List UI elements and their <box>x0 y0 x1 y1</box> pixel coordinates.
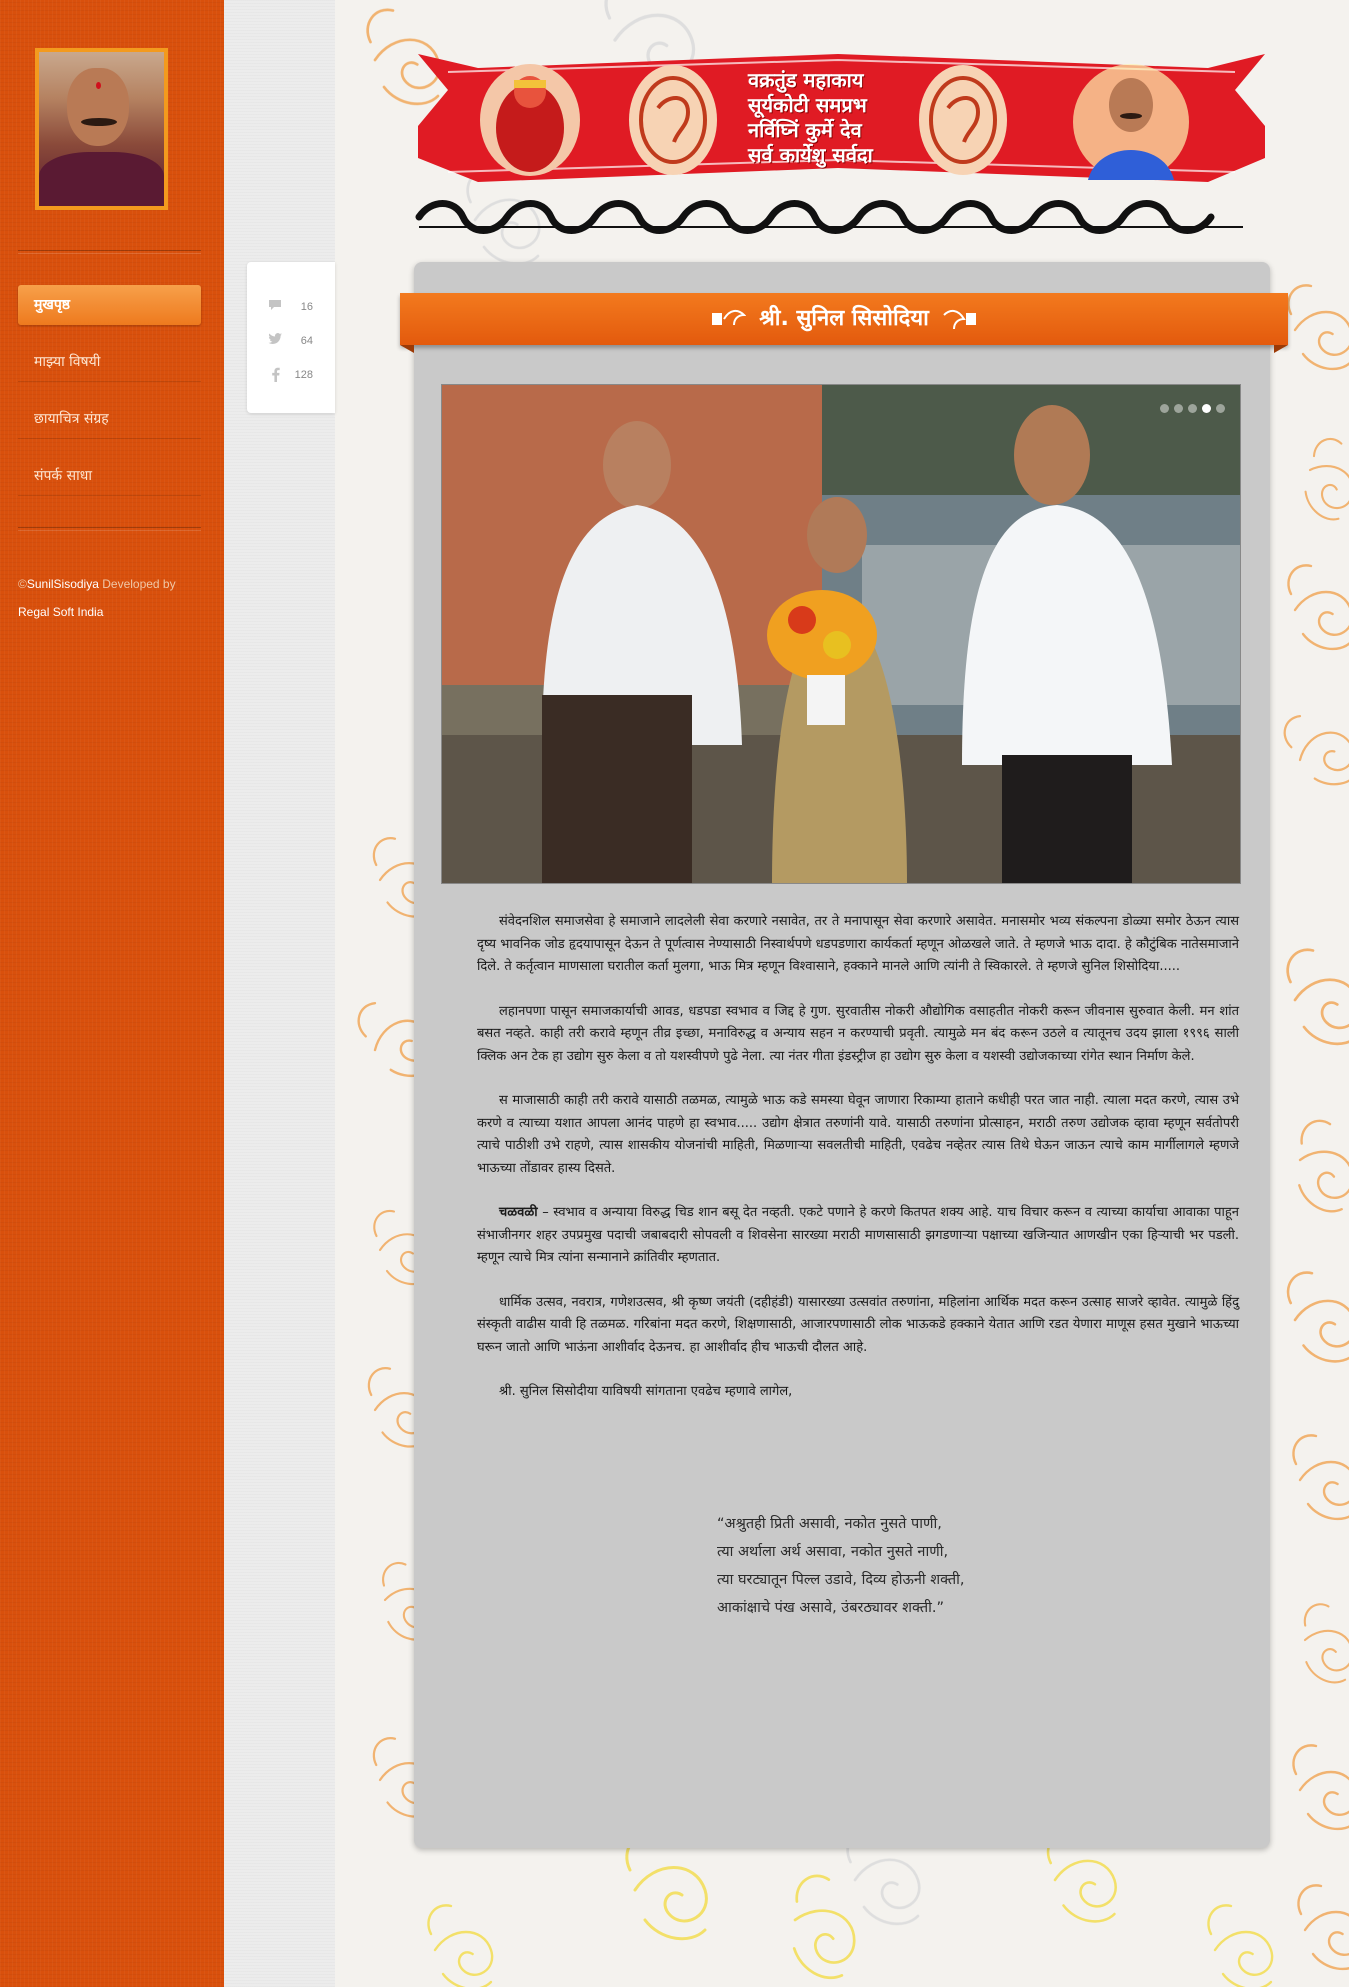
title-ornament-left-icon <box>712 308 746 330</box>
article-paragraph: स माजासाठी काही तरी करावे यासाठी तळमळ, त्यामुळे भाऊ कडे समस्या घेवून जाणारा रिकाम्या हाताने कधीही परत जात नाही. त्याला मदत करणे, त्यास उभे करणे व त्याच्या यशात आपला आनंद पाहणे हा स्वभाव..... उद्योग क्षेत्रात तरुणांनी यावे. यासाठी तरुणांना प्रोत्साहन, मराठी तरुण उद्योजक व्हावा म्हणून सर्वतोपरी त्याचे पाठीशी उभे राहणे, त्यास शासकीय योजनांची माहिती, मिळणाऱ्या सवलतीची माहिती, एवढेच नव्हेतर त्यास तिथे घेऊन जाऊन त्याचे काम मार्गीलागले म्हणजे भाऊच्या तोंडावर हास्य दिसते. <box>477 1093 1239 1176</box>
sidebar-divider <box>18 527 201 531</box>
developed-by-label: Developed by <box>98 577 176 591</box>
portrait-right-image <box>1073 64 1189 180</box>
facebook-share[interactable] <box>247 367 335 387</box>
comments-count: 16 <box>300 301 313 313</box>
poem-line: त्या घरट्यातून पिल्ल उडावे, दिव्य होऊनी शक्ती, <box>717 1572 965 1588</box>
deity-left-image <box>480 64 580 176</box>
main-nav <box>18 285 201 513</box>
title-ornament-right-icon <box>942 308 976 330</box>
developer-link[interactable]: Regal Soft India <box>18 605 104 619</box>
slider-dot-active[interactable] <box>1202 404 1211 413</box>
nav-item-home[interactable]: मुखपृष्ठ <box>18 285 201 325</box>
twitter-count: 64 <box>300 335 313 347</box>
movement-lead: चळवळी <box>499 1205 538 1220</box>
poem-quote <box>717 1510 1117 1622</box>
nav-item-about[interactable]: माझ्या विषयी <box>18 342 201 382</box>
slider-dot[interactable] <box>1216 404 1225 413</box>
banner-line: नर्विघ्निं कुर्मे देव <box>748 118 862 142</box>
slider-dot[interactable] <box>1174 404 1183 413</box>
header-banner <box>418 50 1265 190</box>
twitter-icon <box>267 333 283 349</box>
ornamental-divider <box>415 197 1247 237</box>
comments-share[interactable] <box>247 299 335 319</box>
twitter-share[interactable] <box>247 333 335 353</box>
facebook-icon <box>267 367 283 383</box>
movement-text: – स्वभाव व अन्याया विरुद्ध चिड शान बसू देत नव्हती. एकटे पणाने हे करणे कितपत शक्य आहे. याच विचार करून व त्याच्या कार्याचा आवाका पाहून संभाजीनगर शहर उपप्रमुख पदाची जबाबदारी सोपवली व शिवसेना सारख्या मराठी माणसासाठी झगडणाऱ्या पक्षाच्या खजिन्यात आणखीन एका हिऱ्याची भर पडली. म्हणून त्याचे मित्र त्यांना सन्मानाने क्रांतिवीर म्हणतात. <box>477 1205 1239 1265</box>
sidebar <box>0 0 224 1987</box>
banner-line: सूर्यकोटी समप्रभ <box>748 93 867 117</box>
article-paragraph: श्री. सुनिल सिसोदीया याविषयी सांगताना एवढेच म्हणावे लागेल, <box>499 1384 793 1399</box>
article-body <box>477 911 1239 1426</box>
slider-pagination <box>1160 398 1230 410</box>
copyright-symbol: © <box>18 577 27 591</box>
article-paragraph-movement <box>477 1202 1239 1270</box>
article-paragraph: संवेदनशिल समाजसेवा हे समाजाने लादलेली सेवा करणारे नसावेत, तर ते मनापासून सेवा करणारे असावेत. मनासमोर भव्य संकल्पना डोळ्या समोर ठेऊन त्यास दृष्य भावनिक जोड हृदयापासून देऊन ते पूर्णत्वास नेण्यासाठी निस्वार्थपणे धडपडणारा कार्यकर्ता म्हणून ओळखले जाते. ते म्हणजे भाऊ दादा. हे कौटुंबिक नातेसमाजाने दिले. ते कर्तृत्वान माणसाला घरातील कर्ता मुलगा, भाऊ मित्र म्हणून विश्वासाने, हक्काने मानले आणि त्यांनी ते स्विकारले. ते म्हणजे सुनिल शिसोदिया..... <box>477 914 1239 974</box>
slider-image <box>442 385 1241 884</box>
page-title-wrap <box>400 293 1288 345</box>
banner-line: सर्व कार्येशु सर्वदा <box>748 143 873 167</box>
article-paragraph: लहानपणा पासून समाजकार्याची आवड, धडपडा स्वभाव व जिद्द हे गुण. सुरवातीस नोकरी औद्योगिक वसाहतीत नोकरी करून जीवनास सुरुवात केली. मन शांत बसत नव्हते. काही तरी करावे म्हणून तीव्र इच्छा, मनाविरुद्ध व अन्याय सहन न करण्याची प्रवृती. त्यामुळे मन बंद करून उठले व त्यातूनच उदय झाला १९९६ साली क्लिक अन टेक हा उद्योग सुरु केला व तो यशस्वीपणे पुढे नेला. त्या नंतर गीता इंडस्ट्रीज हा उद्योग सुरु केला व यशस्वी उद्योजकाच्या रांगेत स्थान निर्माण केले. <box>477 1003 1239 1064</box>
slider-dot[interactable] <box>1188 404 1197 413</box>
nav-item-contact[interactable]: संपर्क साधा <box>18 456 201 496</box>
page-title: श्री. सुनिल सिसोदिया <box>759 306 929 331</box>
owner-link[interactable]: SunilSisodiya <box>26 577 99 591</box>
slider-dot[interactable] <box>1160 404 1169 413</box>
facebook-count: 128 <box>294 369 313 381</box>
social-share-widget <box>247 262 335 413</box>
profile-photo[interactable] <box>35 48 168 210</box>
banner-shloka <box>748 68 978 168</box>
article-paragraph: धार्मिक उत्सव, नवरात्र, गणेशउत्सव, श्री कृष्ण जयंती (दहीहंडी) यासारख्या उत्सवांत तरुणांना, महिलांना आर्थिक मदत करून उत्साह साजरे व्हावेत. त्यामुळे हिंदु संस्कृती वाढीस यावी हि तळमळ. गरिबांना मदत करणे, शिक्षणासाठी, आजारपणासाठी लोक भाऊकडे हक्काने येतात आणि रडत येणारा माणूस हसत मुखाने भाऊच्या घरून जातो आणि भाऊंना आशीर्वाद देऊनच. हा आशीर्वाद हीच भाऊची दौलत आहे. <box>477 1294 1239 1355</box>
footer-credit <box>18 570 208 626</box>
poem-line: आकांक्षाचे पंख असावे, उंबरठ्यावर शक्ती.” <box>717 1600 944 1616</box>
banner-line: वक्रतुंड महाकाय <box>748 68 864 92</box>
sidebar-divider <box>18 250 201 254</box>
poem-line: त्या अर्थाला अर्थ असावा, नकोत नुसते नाणी, <box>717 1544 949 1560</box>
ganesh-left-image <box>629 65 717 175</box>
poem-line: “अश्रुतही प्रिती असावी, नकोत नुसते पाणी, <box>717 1516 942 1532</box>
title-ribbon <box>400 293 1288 345</box>
avatar <box>39 52 164 206</box>
comment-icon <box>267 299 283 315</box>
photo-slider[interactable] <box>441 384 1241 884</box>
nav-item-gallery[interactable]: छायाचित्र संग्रह <box>18 399 201 439</box>
